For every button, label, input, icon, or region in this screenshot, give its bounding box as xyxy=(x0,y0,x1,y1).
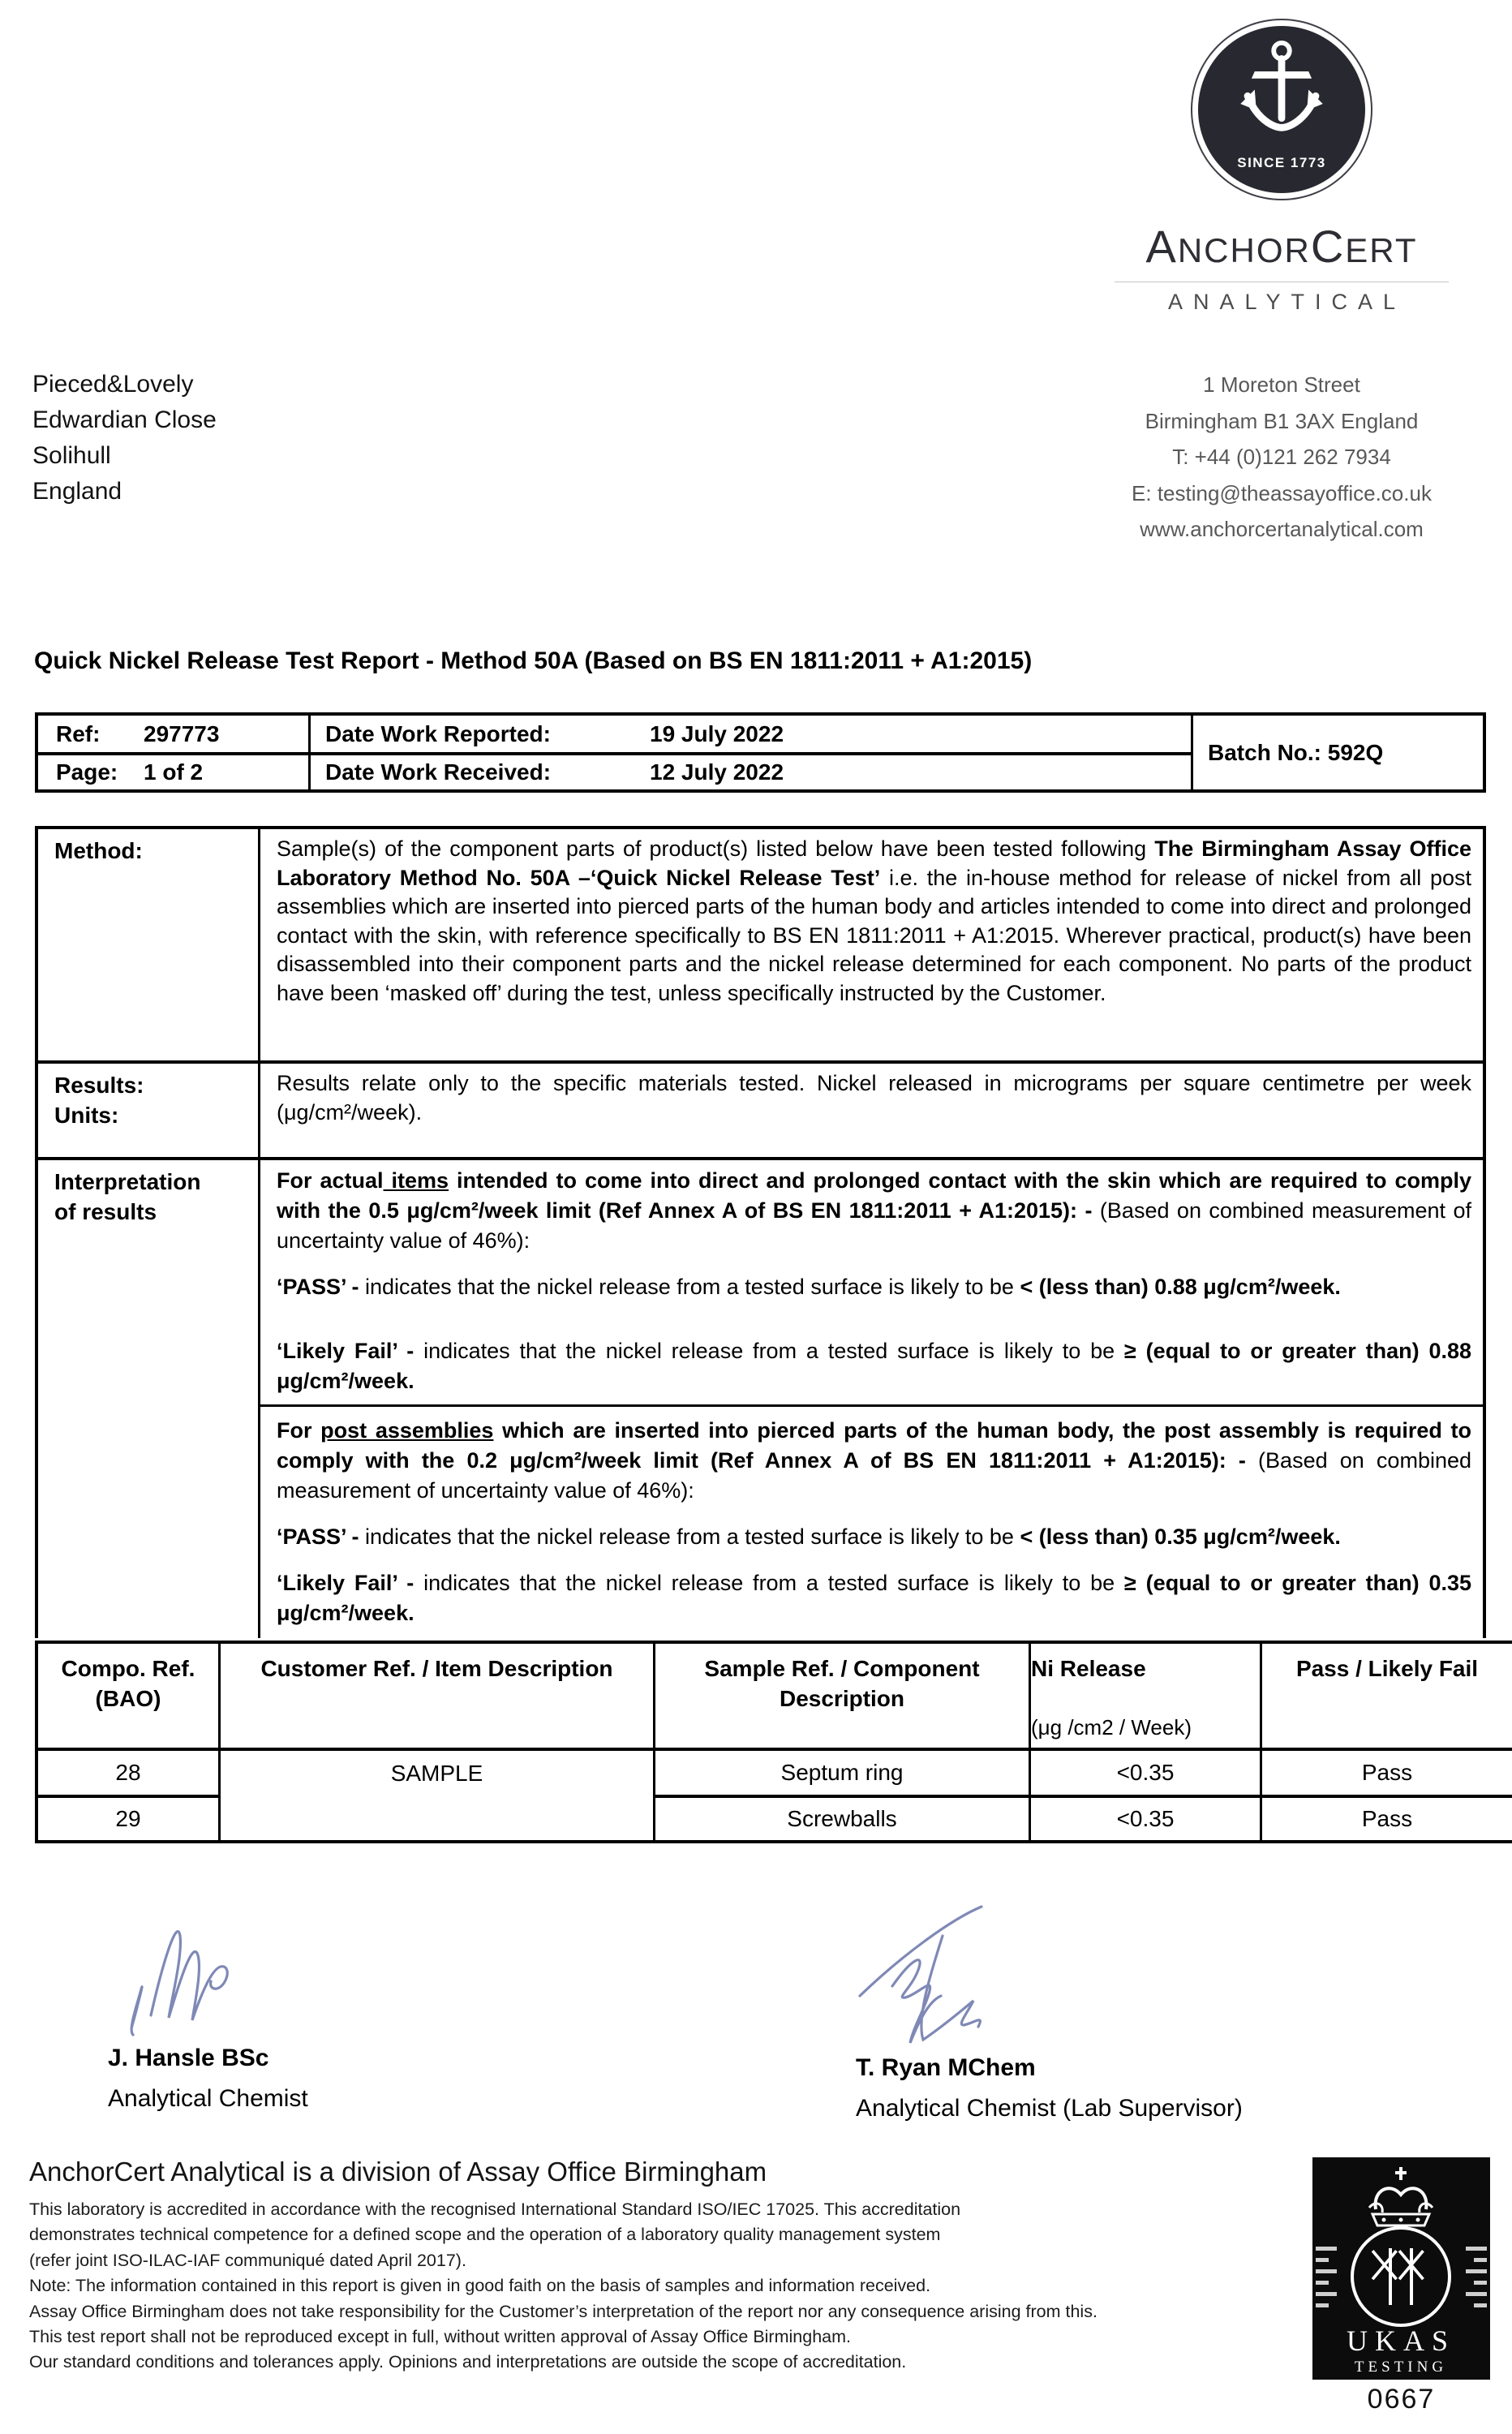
results-text: Results relate only to the specific materials tested. Nickel released in micrograms per square centimetre per week (μg/cm²/week). xyxy=(277,1071,1471,1125)
footer-line: Our standard conditions and tolerances apply. Opinions and interpretations are outside the scope of accreditation. xyxy=(29,2352,907,2372)
table-row-compo-ref: 29 xyxy=(38,1795,218,1840)
method-text-cell xyxy=(260,829,1483,1060)
column-header-pass-fail: Pass / Likely Fail xyxy=(1260,1644,1512,1748)
accreditation-notes xyxy=(29,2197,1097,2376)
customer-address-line: England xyxy=(32,478,122,505)
customer-address-line: Edwardian Close xyxy=(32,406,217,433)
date-received-value: 12 July 2022 xyxy=(650,759,784,785)
table-cell-ni-release: <0.35 xyxy=(1029,1795,1260,1840)
ref-cell xyxy=(38,716,308,752)
date-reported-value: 19 July 2022 xyxy=(650,720,784,746)
ref-label: Ref: xyxy=(56,720,101,746)
ukas-testing-logo xyxy=(1312,2157,1490,2380)
signatory-right-name: T. Ryan MChem xyxy=(856,2054,1036,2081)
post-assemblies-criteria xyxy=(260,1407,1483,1638)
anchor-emblem xyxy=(1198,26,1365,193)
actual-items-intro: For actual items intended to come into direct and prolonged contact with the skin which are required to comply with the 0.5 μg/cm²/week limit (Ref Annex A of BS EN 1811:2011 + A1:2015): - (Based on combined measurement of uncertainty value of 46%): xyxy=(277,1168,1471,1253)
actual-items-criteria xyxy=(260,1160,1483,1407)
method-label: Method: xyxy=(38,829,260,1060)
date-reported-label: Date Work Reported: xyxy=(325,720,551,746)
lab-website: www.anchorcertanalytical.com xyxy=(1140,517,1424,541)
actual-items-likelyfail-definition: ‘Likely Fail’ - indicates that the nickel release from a tested surface is likely to be ≥ (equal to or greater than) 0.88 μg/cm²/week. xyxy=(277,1339,1471,1393)
post-assemblies-intro: For post assemblies which are inserted into pierced parts of the human body, the post assembly is required to comply with the 0.2 μg/cm²/week limit (Ref Annex A of BS EN 1811:2011 + A1:2015): - (Based on combined measurement of uncertainty value of 46%): xyxy=(277,1418,1472,1503)
table-row-compo-ref: 28 xyxy=(38,1748,218,1795)
table-cell-component: Screwballs xyxy=(653,1795,1029,1840)
footer-line: This laboratory is accredited in accordance with the recognised International Standard ISO/IEC 17025. This accreditation xyxy=(29,2200,961,2219)
ukas-accreditation-number: 0667 xyxy=(1367,2384,1436,2415)
interpretation-label: Interpretation of results xyxy=(38,1160,260,1638)
post-assemblies-likelyfail-definition: ‘Likely Fail’ - indicates that the nickel release from a tested surface is likely to be ≥ (equal to or greater than) 0.35 μg/cm²/week. xyxy=(277,1571,1471,1625)
ukas-name-text: UKAS xyxy=(1346,2324,1456,2357)
ukas-crown-icon xyxy=(1312,2157,1490,2380)
method-text: Sample(s) of the component parts of product(s) listed below have been tested following The Birmingham Assay Office Laboratory Method No. 50A –‘Quick Nickel Release Test’ i.e. the in-house method for release of nickel from all post assemblies which are inserted into pierced parts of the human body and articles intended to come into direct and prolonged contact with the skin, with reference specifically to BS EN 1811:2011 + A1:2015. Wherever practical, product(s) have been disassembled into their component parts and the nickel release determined for each component. No parts of the product have been ‘masked off’ during the test, unless specifically instructed by the Customer. xyxy=(277,836,1471,1005)
anchorcert-logo xyxy=(1079,15,1484,315)
column-header-ni-release: Ni Release (μg /cm2 / Week) xyxy=(1029,1644,1260,1748)
table-cell-result: Pass xyxy=(1260,1748,1512,1795)
date-reported-cell xyxy=(308,716,1191,752)
customer-name: Pieced&Lovely xyxy=(32,371,194,398)
signature-left xyxy=(120,1884,323,2046)
date-received-cell xyxy=(308,752,1191,789)
signatory-right-role: Analytical Chemist (Lab Supervisor) xyxy=(856,2095,1243,2122)
method-results-table xyxy=(35,826,1486,1638)
report-title: Quick Nickel Release Test Report - Method 50A (Based on BS EN 1811:2011 + A1:2015) xyxy=(34,647,1033,674)
page-value: 1 of 2 xyxy=(144,759,204,785)
reference-table xyxy=(35,712,1486,793)
results-units-row xyxy=(38,1060,1483,1157)
ukas-type-text: TESTING xyxy=(1354,2359,1448,2376)
analytical-label: ANALYTICAL xyxy=(1167,290,1407,314)
table-cell-customer-ref: SAMPLE xyxy=(218,1748,653,1840)
signatory-left-name: J. Hansle BSc xyxy=(108,2045,269,2071)
column-header-customer-ref: Customer Ref. / Item Description xyxy=(218,1644,653,1748)
footer-heading: AnchorCert Analytical is a division of Assay Office Birmingham xyxy=(29,2157,767,2187)
anchor-icon xyxy=(1234,39,1329,138)
footer-line: demonstrates technical competence for a defined scope and the operation of a laboratory quality management system xyxy=(29,2225,941,2245)
column-header-sample-ref: Sample Ref. / Component Description xyxy=(653,1644,1029,1748)
lab-address-line: 1 Moreton Street xyxy=(1203,372,1360,397)
table-cell-component: Septum ring xyxy=(653,1748,1029,1795)
lab-email: E: testing@theassayoffice.co.uk xyxy=(1132,480,1432,505)
nickel-release-results-table xyxy=(35,1641,1512,1843)
footer-line: Note: The information contained in this report is given in good faith on the basis of samples and information received. xyxy=(29,2276,931,2296)
ni-release-units: (μg /cm2 / Week) xyxy=(1031,1715,1192,1739)
lab-address-line: Birmingham B1 3AX England xyxy=(1145,408,1419,433)
since-1773-label: SINCE 1773 xyxy=(1237,155,1326,170)
results-text-cell xyxy=(260,1064,1483,1157)
page-cell xyxy=(38,752,308,789)
interpretation-row xyxy=(38,1157,1483,1638)
batch-number: Batch No.: 592Q xyxy=(1191,716,1483,789)
anchorcert-wordmark: ANCHORCERT xyxy=(1145,221,1418,272)
date-received-label: Date Work Received: xyxy=(325,759,552,785)
lab-phone: T: +44 (0)121 262 7934 xyxy=(1172,445,1391,469)
customer-address-line: Solihull xyxy=(32,442,111,469)
customer-address xyxy=(32,367,217,510)
footer-line: This test report shall not be reproduced except in full, without written approval of Assay Office Birmingham. xyxy=(29,2327,851,2347)
signature-right xyxy=(845,1905,1089,2063)
results-units-label: Results: Units: xyxy=(38,1064,260,1157)
column-header-compo-ref: Compo. Ref. (BAO) xyxy=(61,1656,195,1711)
signatory-left-role: Analytical Chemist xyxy=(108,2085,308,2112)
lab-contact-details xyxy=(1079,367,1484,548)
footer-line: (refer joint ISO-ILAC-IAF communiqué dated April 2017). xyxy=(29,2250,466,2270)
post-assemblies-pass-definition: ‘PASS’ - indicates that the nickel release from a tested surface is likely to be < (less than) 0.35 μg/cm²/week. xyxy=(277,1524,1341,1549)
page-label: Page: xyxy=(56,759,118,785)
ref-value: 297773 xyxy=(144,720,220,746)
method-row xyxy=(38,829,1483,1060)
table-cell-ni-release: <0.35 xyxy=(1029,1748,1260,1795)
table-cell-result: Pass xyxy=(1260,1795,1512,1840)
interpretation-cell xyxy=(260,1160,1483,1638)
footer-line: Assay Office Birmingham does not take responsibility for the Customer’s interpretation of the report nor any consequence arising from this. xyxy=(29,2301,1097,2321)
actual-items-pass-definition: ‘PASS’ - indicates that the nickel release from a tested surface is likely to be < (less than) 0.88 μg/cm²/week. xyxy=(277,1275,1341,1299)
